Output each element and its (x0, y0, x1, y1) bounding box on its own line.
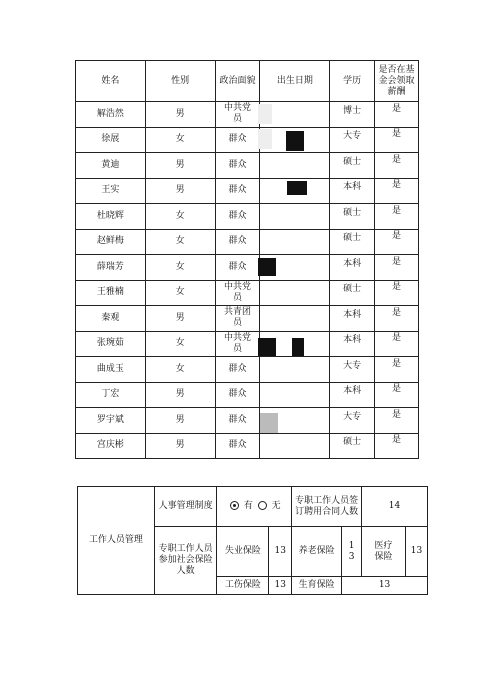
name-cell (76, 127, 146, 153)
table-row (76, 408, 419, 434)
maternity-count: 13 (342, 577, 428, 595)
table-row (76, 127, 419, 153)
gender-cell-text: 女 (175, 287, 185, 298)
table-row (76, 153, 419, 179)
maternity-label: 生育保险 (292, 577, 342, 595)
birthdate-cell (260, 382, 330, 408)
name-cell (76, 306, 146, 332)
salary-cell-text: 是 (392, 384, 402, 395)
education-cell-text: 本科 (343, 182, 362, 193)
salary-cell (375, 229, 419, 255)
party-cell-text: 群众 (228, 185, 247, 196)
hr-system-label: 人事管理制度 (154, 487, 217, 527)
gender-cell-text: 女 (175, 134, 185, 145)
birthdate-cell (260, 204, 330, 230)
gender-cell (145, 280, 215, 306)
party-cell-text: 群众 (228, 414, 247, 425)
radio-no-label: 无 (271, 501, 281, 511)
party-cell (215, 408, 260, 434)
header-party: 政治面貌 (215, 61, 260, 102)
name-cell (76, 280, 146, 306)
gender-cell (145, 229, 215, 255)
salary-cell-text: 是 (392, 103, 402, 114)
name-cell (76, 357, 146, 383)
education-cell (330, 127, 375, 153)
salary-cell (375, 382, 419, 408)
gender-cell-text: 男 (175, 108, 185, 119)
table-row (76, 280, 419, 306)
party-cell (215, 153, 260, 179)
header-education: 学历 (330, 61, 375, 102)
radio-yes[interactable] (230, 501, 239, 510)
gender-cell-text: 男 (175, 389, 185, 400)
party-cell-text: 群众 (228, 389, 247, 400)
birthdate-cell (260, 153, 330, 179)
table-row (76, 229, 419, 255)
salary-cell (375, 306, 419, 332)
education-cell-text: 大专 (343, 411, 362, 422)
education-cell-text: 本科 (343, 335, 362, 346)
redaction-mark (258, 338, 276, 356)
education-cell-text: 博士 (343, 105, 362, 116)
party-cell (215, 306, 260, 332)
salary-cell (375, 178, 419, 204)
education-cell (330, 229, 375, 255)
gender-cell-text: 男 (175, 440, 185, 451)
salary-cell (375, 153, 419, 179)
salary-cell-text: 是 (392, 180, 402, 191)
party-cell-text: 中共党员 (223, 103, 251, 125)
party-cell-text: 中共党员 (223, 332, 251, 354)
salary-cell (375, 280, 419, 306)
medical-label: 医疗保险 (362, 527, 406, 577)
redaction-mark (258, 129, 272, 149)
table-row (76, 102, 419, 128)
gender-cell (145, 204, 215, 230)
table-row (76, 433, 419, 459)
salary-cell-text: 是 (392, 282, 402, 293)
radio-no[interactable] (258, 501, 267, 510)
contract-label: 专职工作人员签订聘用合同人数 (292, 487, 362, 527)
salary-cell (375, 204, 419, 230)
name-cell (76, 229, 146, 255)
party-cell-text: 共青团员 (223, 307, 251, 329)
name-cell-text: 丁宏 (101, 389, 120, 400)
name-cell (76, 204, 146, 230)
birthdate-cell (260, 229, 330, 255)
redaction-mark (286, 131, 304, 151)
name-cell-text: 罗宇斌 (96, 414, 124, 425)
party-cell-text: 群众 (228, 210, 247, 221)
gender-cell (145, 178, 215, 204)
education-cell (330, 255, 375, 281)
table-row (76, 357, 419, 383)
gender-cell-text: 女 (175, 261, 185, 272)
salary-cell-text: 是 (392, 409, 402, 420)
gender-cell-text: 男 (175, 159, 185, 170)
name-cell (76, 433, 146, 459)
salary-cell-text: 是 (392, 231, 402, 242)
name-cell (76, 178, 146, 204)
name-cell-text: 薛瑞芳 (96, 261, 124, 272)
gender-cell (145, 433, 215, 459)
table-row (76, 382, 419, 408)
education-cell (330, 280, 375, 306)
education-cell-text: 硕士 (343, 437, 362, 448)
education-cell-text: 本科 (343, 386, 362, 397)
name-cell-text: 解浩然 (96, 108, 124, 119)
education-cell (330, 433, 375, 459)
name-cell-text: 秦观 (101, 312, 120, 323)
salary-cell-text: 是 (392, 129, 402, 140)
education-cell (330, 357, 375, 383)
salary-cell (375, 102, 419, 128)
table-row (76, 178, 419, 204)
education-cell (330, 153, 375, 179)
name-cell-text: 王实 (101, 185, 120, 196)
education-cell (330, 102, 375, 128)
party-cell (215, 127, 260, 153)
birthdate-cell (260, 280, 330, 306)
injury-label: 工伤保险 (217, 577, 269, 595)
party-cell (215, 204, 260, 230)
name-cell (76, 382, 146, 408)
header-gender: 性别 (145, 61, 215, 102)
education-cell (330, 382, 375, 408)
party-cell-text: 群众 (228, 363, 247, 374)
party-cell-text: 中共党员 (223, 281, 251, 303)
birthdate-cell (260, 306, 330, 332)
gender-cell-text: 女 (175, 236, 185, 247)
contract-count: 14 (362, 487, 428, 527)
header-birthdate: 出生日期 (260, 61, 330, 102)
party-cell (215, 433, 260, 459)
education-cell-text: 大专 (343, 131, 362, 142)
salary-cell-text: 是 (392, 154, 402, 165)
gender-cell-text: 女 (175, 363, 185, 374)
gender-cell (145, 255, 215, 281)
name-cell-text: 宫庆彬 (96, 440, 124, 451)
education-cell-text: 本科 (343, 309, 362, 320)
birthdate-cell (260, 433, 330, 459)
gender-cell (145, 102, 215, 128)
staff-table (75, 60, 419, 459)
education-cell-text: 大专 (343, 360, 362, 371)
table-row (76, 255, 419, 281)
gender-cell (145, 382, 215, 408)
salary-cell (375, 357, 419, 383)
injury-count: 13 (269, 577, 292, 595)
party-cell (215, 178, 260, 204)
gender-cell (145, 357, 215, 383)
education-cell-text: 硕士 (343, 207, 362, 218)
birthdate-cell (260, 357, 330, 383)
salary-cell-text: 是 (392, 256, 402, 267)
education-cell (330, 331, 375, 357)
name-cell-text: 徐展 (101, 134, 120, 145)
gender-cell (145, 127, 215, 153)
table-row (76, 306, 419, 332)
education-cell (330, 306, 375, 332)
party-cell-text: 群众 (228, 236, 247, 247)
party-cell-text: 群众 (228, 440, 247, 451)
party-cell (215, 382, 260, 408)
table-row (76, 204, 419, 230)
party-cell (215, 357, 260, 383)
gender-cell-text: 男 (175, 414, 185, 425)
radio-yes-label: 有 (243, 501, 253, 511)
redaction-mark (258, 104, 272, 124)
gender-cell (145, 153, 215, 179)
name-cell-text: 曲成玉 (96, 363, 124, 374)
redaction-mark (287, 181, 307, 195)
redaction-mark (260, 413, 278, 433)
section-label: 工作人员管理 (78, 487, 155, 595)
header-name: 姓名 (76, 61, 146, 102)
salary-cell-text: 是 (392, 333, 402, 344)
education-cell-text: 本科 (343, 258, 362, 269)
salary-cell (375, 408, 419, 434)
salary-cell-text: 是 (392, 205, 402, 216)
education-cell (330, 204, 375, 230)
education-cell-text: 硕士 (343, 156, 362, 167)
salary-cell-text: 是 (392, 435, 402, 446)
name-cell (76, 331, 146, 357)
staff-management-table (77, 486, 428, 595)
name-cell (76, 255, 146, 281)
education-cell (330, 178, 375, 204)
redaction-mark (292, 338, 304, 356)
party-cell-text: 群众 (228, 159, 247, 170)
table-header-row (76, 61, 419, 102)
party-cell (215, 102, 260, 128)
header-salary: 是否在基金会领取薪酬 (375, 61, 419, 102)
party-cell (215, 255, 260, 281)
party-cell (215, 280, 260, 306)
party-cell (215, 331, 260, 357)
table-row (76, 331, 419, 357)
party-cell-text: 群众 (228, 261, 247, 272)
gender-cell-text: 女 (175, 210, 185, 221)
salary-cell (375, 127, 419, 153)
salary-cell-text: 是 (392, 358, 402, 369)
gender-cell (145, 331, 215, 357)
name-cell-text: 黄迪 (101, 159, 120, 170)
salary-cell (375, 255, 419, 281)
gender-cell (145, 306, 215, 332)
gender-cell-text: 男 (175, 312, 185, 323)
party-cell-text: 群众 (228, 134, 247, 145)
education-cell-text: 硕士 (343, 284, 362, 295)
insured-label: 专职工作人员参加社会保险人数 (154, 527, 217, 595)
gender-cell-text: 男 (175, 185, 185, 196)
education-cell (330, 408, 375, 434)
gender-cell (145, 408, 215, 434)
name-cell (76, 408, 146, 434)
name-cell (76, 102, 146, 128)
name-cell-text: 赵鲜梅 (96, 236, 124, 247)
medical-count: 13 (405, 527, 427, 577)
name-cell-text: 王雅楠 (96, 287, 124, 298)
redaction-mark (258, 258, 276, 276)
salary-cell (375, 433, 419, 459)
pension-label: 养老保险 (292, 527, 342, 577)
pension-count: 13 (342, 527, 362, 577)
party-cell (215, 229, 260, 255)
name-cell-text: 张琬茹 (96, 338, 124, 349)
name-cell-text: 杜晓辉 (96, 210, 124, 221)
salary-cell (375, 331, 419, 357)
gender-cell-text: 女 (175, 338, 185, 349)
name-cell (76, 153, 146, 179)
hr-system-options (217, 487, 292, 527)
unemployment-label: 失业保险 (217, 527, 269, 577)
salary-cell-text: 是 (392, 307, 402, 318)
education-cell-text: 硕士 (343, 233, 362, 244)
unemployment-count: 13 (269, 527, 292, 577)
